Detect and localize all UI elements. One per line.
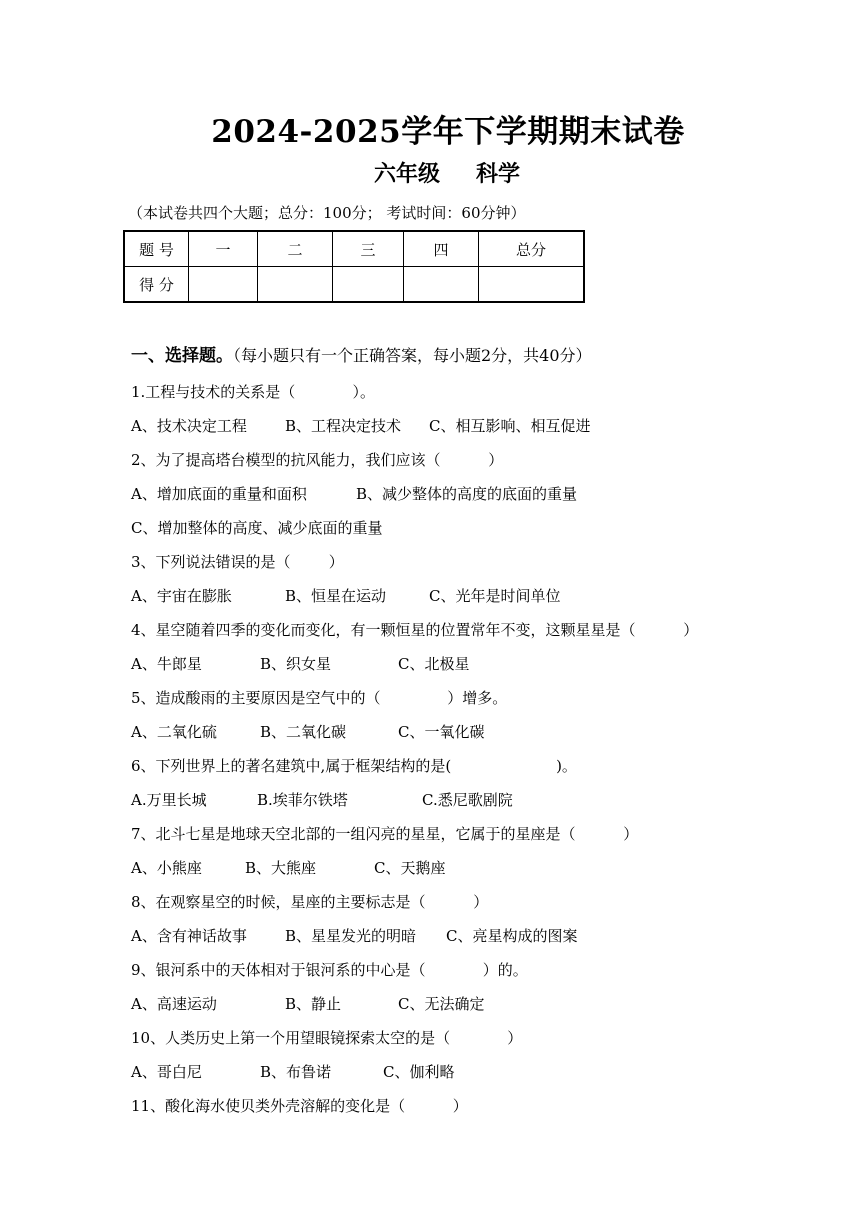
option-b: B、减少整体的高度的底面的重量 [356,485,578,503]
question-9: 9、银河系中的天体相对于银河系的中心是（ ）的。 [131,961,528,979]
question-3: 3、下列说法错误的是（ ） [131,553,344,571]
option-b: B、二氧化碳 [260,723,347,741]
option-a: A、技术决定工程 [131,417,247,435]
option-c: C、一氧化碳 [398,723,485,741]
score-cell: 得 分 [124,267,189,303]
score-cell: 总分 [479,231,585,267]
question-6: 6、下列世界上的著名建筑中,属于框架结构的是( )。 [131,757,577,775]
option-a: A、增加底面的重量和面积 [131,485,307,503]
score-cell: 三 [333,231,404,267]
question-9-options [131,993,485,1014]
option-a: A.万里长城 [131,791,207,809]
score-cell: 二 [258,231,333,267]
section-title: 选择题。 [165,346,233,366]
question-10: 10、人类历史上第一个用望眼镜探索太空的是（ ） [131,1029,523,1047]
option-b: B、大熊座 [245,859,317,877]
option-b: B.埃菲尔铁塔 [257,791,348,809]
option-c: C、光年是时间单位 [429,587,561,605]
score-input-cell[interactable] [333,267,404,303]
question-5-options [131,721,485,742]
option-c: C、北极星 [398,655,470,673]
option-c: C.悉尼歌剧院 [422,791,513,809]
question-7-options [131,857,446,878]
score-table [123,230,585,303]
score-cell: 一 [189,231,258,267]
score-input-cell[interactable] [189,267,258,303]
option-c: C、无法确定 [398,995,485,1013]
option-a: A、哥白尼 [131,1063,202,1081]
option-a: A、宇宙在膨胀 [131,587,232,605]
option-a: A、二氧化硫 [131,723,217,741]
question-2: 2、为了提高塔台模型的抗风能力，我们应该（ ） [131,451,504,469]
option-c: C、伽利略 [383,1063,455,1081]
option-b: B、工程决定技术 [285,417,402,435]
question-7: 7、北斗七星是地球天空北部的一组闪亮的星星，它属于的星座是（ ） [131,825,639,843]
exam-info: （本试卷共四个大题；总分：100分； 考试时间：60分钟） [128,204,526,222]
option-c: C、天鹅座 [374,859,446,877]
question-10-options [131,1061,455,1082]
grade-label: 六年级 [373,161,440,187]
option-b: B、星星发光的明暗 [285,927,417,945]
question-2-options [131,483,578,504]
question-8: 8、在观察星空的时候，星座的主要标志是（ ） [131,893,489,911]
question-4: 4、星空随着四季的变化而变化，有一颗恒星的位置常年不变，这颗星星是（ ） [131,621,699,639]
question-11: 11、酸化海水使贝类外壳溶解的变化是（ ） [131,1097,468,1115]
question-6-options [131,789,513,810]
option-a: A、含有神话故事 [131,927,247,945]
question-8-options [131,925,578,946]
option-b: B、织女星 [260,655,332,673]
option-b: B、布鲁诺 [260,1063,332,1081]
exam-subtitle [0,157,860,188]
score-input-cell[interactable] [404,267,479,303]
subject-label: 科学 [476,161,521,187]
option-a: A、牛郎星 [131,655,202,673]
score-input-cell[interactable] [479,267,585,303]
question-1: 1.工程与技术的关系是（ ）。 [131,383,376,401]
question-5: 5、造成酸雨的主要原因是空气中的（ ）增多。 [131,689,508,707]
option-c: C、增加整体的高度、减少底面的重量 [131,519,383,537]
score-cell: 题 号 [124,231,189,267]
option-b: B、恒星在运动 [285,587,387,605]
section-prefix: 一、 [131,346,165,366]
question-3-options [131,585,561,606]
question-2-options-2 [131,517,382,538]
score-table-score-row [124,267,584,303]
score-cell: 四 [404,231,479,267]
option-c: C、相互影响、相互促进 [429,417,591,435]
score-input-cell[interactable] [258,267,333,303]
option-a: A、高速运动 [131,995,217,1013]
question-1-options [131,415,591,436]
question-4-options [131,653,470,674]
score-table-header-row [124,231,584,267]
option-a: A、小熊座 [131,859,202,877]
option-b: B、静止 [285,995,342,1013]
option-c: C、亮星构成的图案 [446,927,578,945]
exam-title: 2024-2025学年下学期期末试卷 [211,114,685,150]
section-note: （每小题只有一个正确答案，每小题2分，共40分） [233,346,592,365]
section-heading [131,341,592,366]
